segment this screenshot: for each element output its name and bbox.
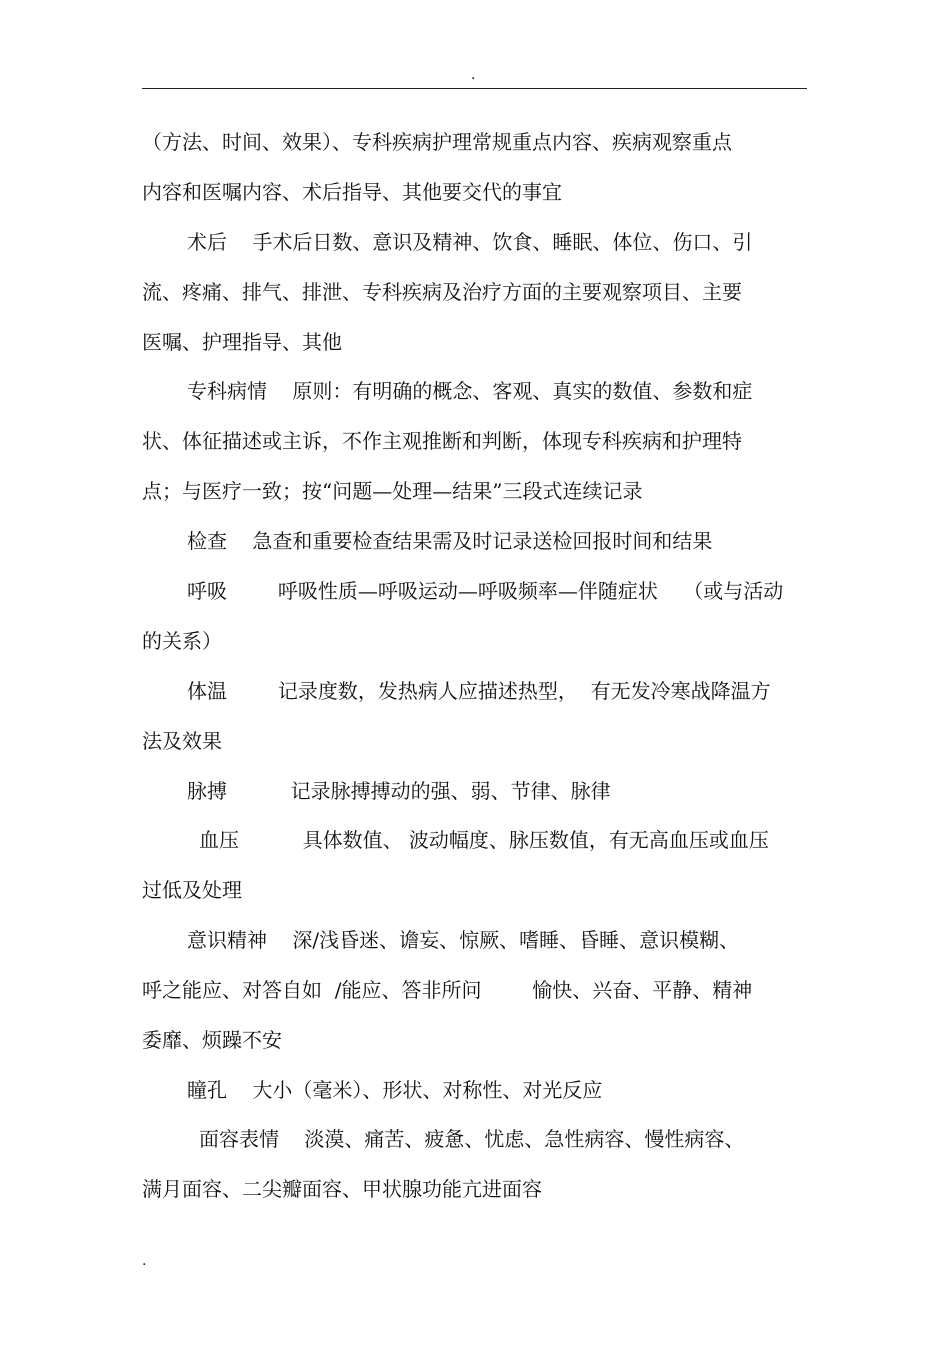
text-line: 流、疼痛、排气、排泄、专科疾病及治疗方面的主要观察项目、主要 [142,280,742,304]
text-line: 点；与医疗一致；按“问题—处理—结果”三段式连续记录 [142,479,643,503]
text-line: 意识精神 深/浅昏迷、谵妄、惊厥、嗜睡、昏睡、意识模糊、 [187,928,740,952]
text-line: 面容表情 淡漠、痛苦、疲惫、忧虑、急性病容、慢性病容、 [199,1127,745,1151]
text-line: 检查 急查和重要检查结果需及时记录送检回报时间和结果 [187,529,713,553]
text-line: 专科病情 原则：有明确的概念、客观、真实的数值、参数和症 [187,379,753,403]
text-line: 满月面容、二尖瓣面容、甲状腺功能亢进面容 [142,1177,542,1201]
text-line: 脉搏 记录脉搏搏动的强、弱、节律、脉律 [187,779,611,803]
text-line: 瞳孔 大小（毫米）、形状、对称性、对光反应 [187,1078,603,1102]
text-line: 法及效果 [142,729,222,753]
text-line: 体温 记录度数，发热病人应描述热型， 有无发冷寒战降温方 [187,679,771,703]
text-line: 委靡、烦躁不安 [142,1028,282,1052]
text-line: （方法、时间、效果）、专科疾病护理常规重点内容、疾病观察重点 [142,130,732,154]
text-line: 的关系） [142,629,222,653]
header-rule [142,88,807,89]
text-line: 血压 具体数值、 波动幅度、脉压数值，有无高血压或血压 [199,828,769,852]
text-line: 内容和医嘱内容、术后指导、其他要交代的事宜 [142,180,562,204]
text-line: 过低及处理 [142,878,242,902]
text-line: 医嘱、护理指导、其他 [142,330,342,354]
footer-mark: . [142,1253,147,1269]
text-line: 呼吸 呼吸性质—呼吸运动—呼吸频率—伴随症状 （或与活动 [187,579,784,603]
text-line: 呼之能应、对答自如 /能应、答非所问 愉快、兴奋、平静、精神 [142,978,753,1002]
text-line: 术后 手术后日数、意识及精神、饮食、睡眠、体位、伤口、引 [187,230,753,254]
text-line: 状、体征描述或主诉，不作主观推断和判断，体现专科疾病和护理特 [142,429,742,453]
header-mark: . [471,67,476,83]
